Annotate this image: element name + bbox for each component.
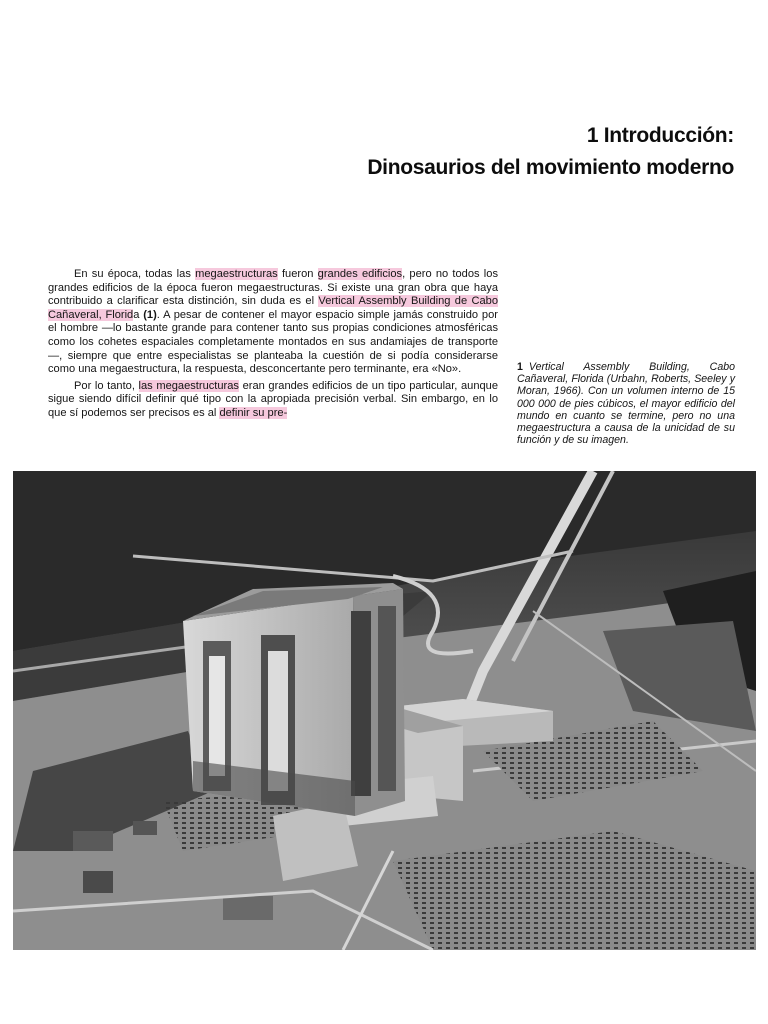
caption-number: 1 — [517, 361, 523, 373]
paragraph-2 — [48, 380, 498, 421]
text-run: Por lo tanto, — [74, 379, 139, 392]
text-run: fueron — [277, 268, 318, 280]
text-run: a — [133, 308, 144, 321]
chapter-title-line-2: Dinosaurios del movimiento moderno — [367, 156, 734, 179]
highlight-las-megaestructuras: las megaestructuras — [138, 379, 239, 392]
text-run: eran grandes edificios de un tipo particular, aunque sigue siendo difícil definir qué tipo con la apropiada precisión verbal. Sin embargo, en lo que sí podemos ser precisos es al — [48, 379, 499, 419]
text-run: . A pesar de contener el mayor espacio simple jamás construido por el hombre —lo bastante grande para contener tanto sus propias condiciones atmosféricas como los cohetes espaciales completamente montados en sus andamiajes de transporte—, siempre que entre especialistas se planteaba la cuestión de si podía considerarse como una megaestructura, la respuesta, desconcertante pero terminante, era «No». — [48, 308, 498, 376]
chapter-title — [367, 120, 734, 184]
text-run: En su época, todas las — [74, 268, 196, 280]
figure-caption — [517, 361, 735, 446]
text-run: , pero no todos los grandes edificios de la época fueron megaestructuras. Si existe una gran obra que haya contribuido a clarificar esta distinción, sin duda es el — [48, 268, 498, 308]
figure-reference: (1) — [143, 308, 157, 321]
paragraph-1 — [48, 268, 498, 377]
body-text — [48, 268, 498, 424]
highlight-vab-name: Vertical Assembly Building de Cabo Cañaveral, Florid — [48, 295, 498, 321]
highlight-grandes-edificios: grandes edificios — [317, 268, 403, 280]
highlight-megaestructuras: megaestructuras — [195, 268, 278, 280]
caption-text: Vertical Assembly Building, Cabo Cañaveral, Florida (Urbahn, Roberts, Seeley y Moran, 1966). Con un volumen interno de 15 000 000 de pies cúbicos, el mayor edificio del mundo en cuanto se termine, pero no una megaestructura a causa de la unicidad de su función y de su imagen. — [517, 361, 735, 447]
photo-illustration — [13, 471, 756, 950]
aerial-photo-vab — [13, 471, 756, 950]
chapter-title-line-1: 1 Introducción: — [586, 124, 734, 147]
highlight-definir-su-pre: definir su pre- — [219, 406, 288, 419]
